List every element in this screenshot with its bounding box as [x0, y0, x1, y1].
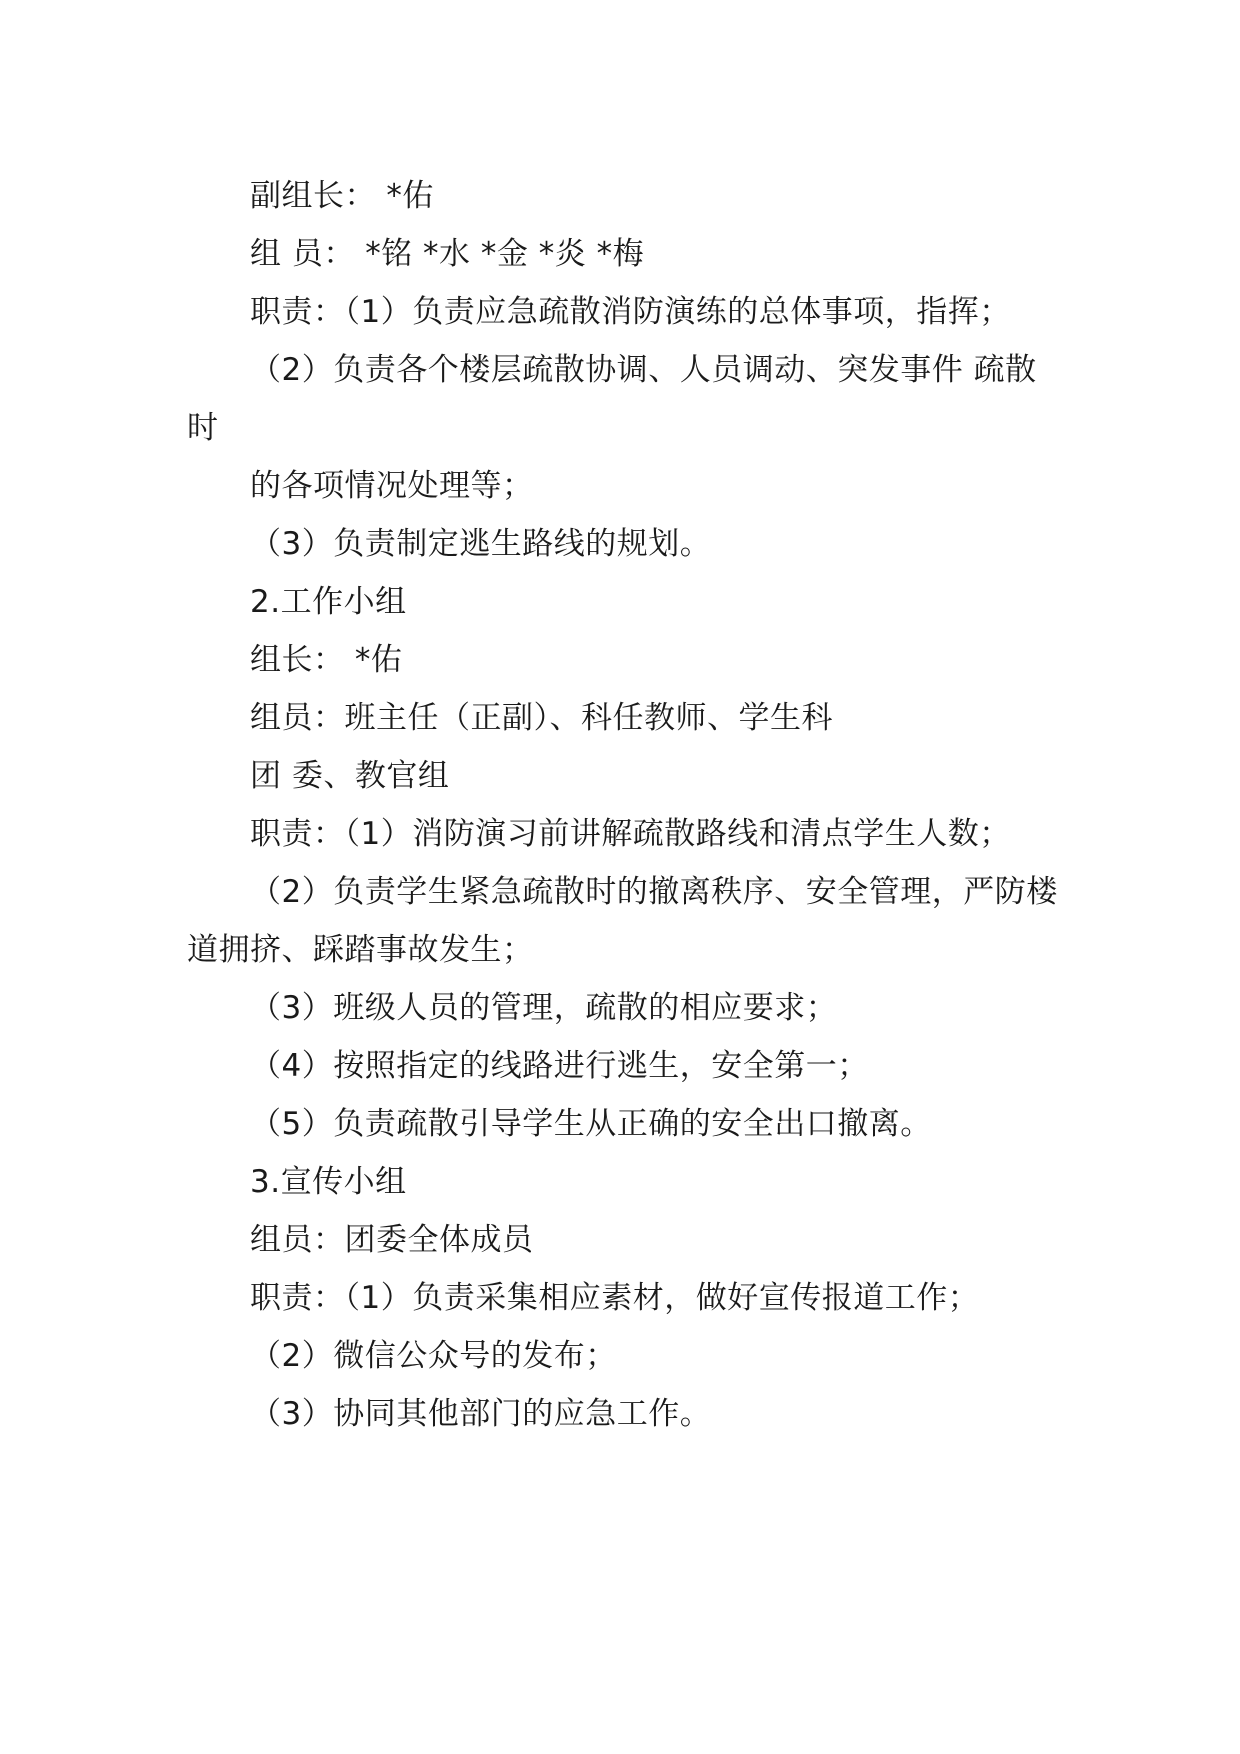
work-duties-1-line: 职责：（1）消防演习前讲解疏散路线和清点学生人数； — [250, 816, 1011, 852]
work-duties-2-line: （2）负责学生紧急疏散时的撤离秩序、安全管理，严防楼 — [250, 874, 1058, 910]
members-line: 组 员： *铭 *水 *金 *炎 *梅 — [250, 236, 645, 272]
duties-2-line: （2）负责各个楼层疏散协调、人员调动、突发事件 疏散 — [250, 352, 1037, 388]
publicity-duties-2-line: （2）微信公众号的发布； — [250, 1338, 617, 1374]
duties-2-cont-line: 的各项情况处理等； — [250, 468, 534, 504]
duties-2-wrap-line: 时 — [187, 410, 219, 446]
duties-1-line: 职责：（1）负责应急疏散消防演练的总体事项，指挥； — [250, 294, 1011, 330]
publicity-duties-1-line: 职责：（1）负责采集相应素材，做好宣传报道工作； — [250, 1280, 980, 1316]
publicity-duties-3-line: （3）协同其他部门的应急工作。 — [250, 1396, 712, 1432]
duties-3-line: （3）负责制定逃生路线的规划。 — [250, 526, 712, 562]
section-heading-publicity-group: 3.宣传小组 — [250, 1164, 407, 1200]
work-duties-4-line: （4）按照指定的线路进行逃生，安全第一； — [250, 1048, 869, 1084]
work-duties-5-line: （5）负责疏散引导学生从正确的安全出口撤离。 — [250, 1106, 932, 1142]
work-duties-2-wrap-line: 道拥挤、踩踏事故发生； — [187, 932, 534, 968]
work-members-line: 组员：班主任（正副）、科任教师、学生科 — [250, 700, 833, 736]
work-duties-3-line: （3）班级人员的管理，疏散的相应要求； — [250, 990, 838, 1026]
publicity-members-line: 组员：团委全体成员 — [250, 1222, 534, 1258]
work-members-cont-line: 团 委、教官组 — [250, 758, 450, 794]
section-heading-work-group: 2.工作小组 — [250, 584, 407, 620]
group-leader-line: 组长： *佑 — [250, 642, 403, 678]
vice-leader-line: 副组长： *佑 — [250, 178, 434, 214]
